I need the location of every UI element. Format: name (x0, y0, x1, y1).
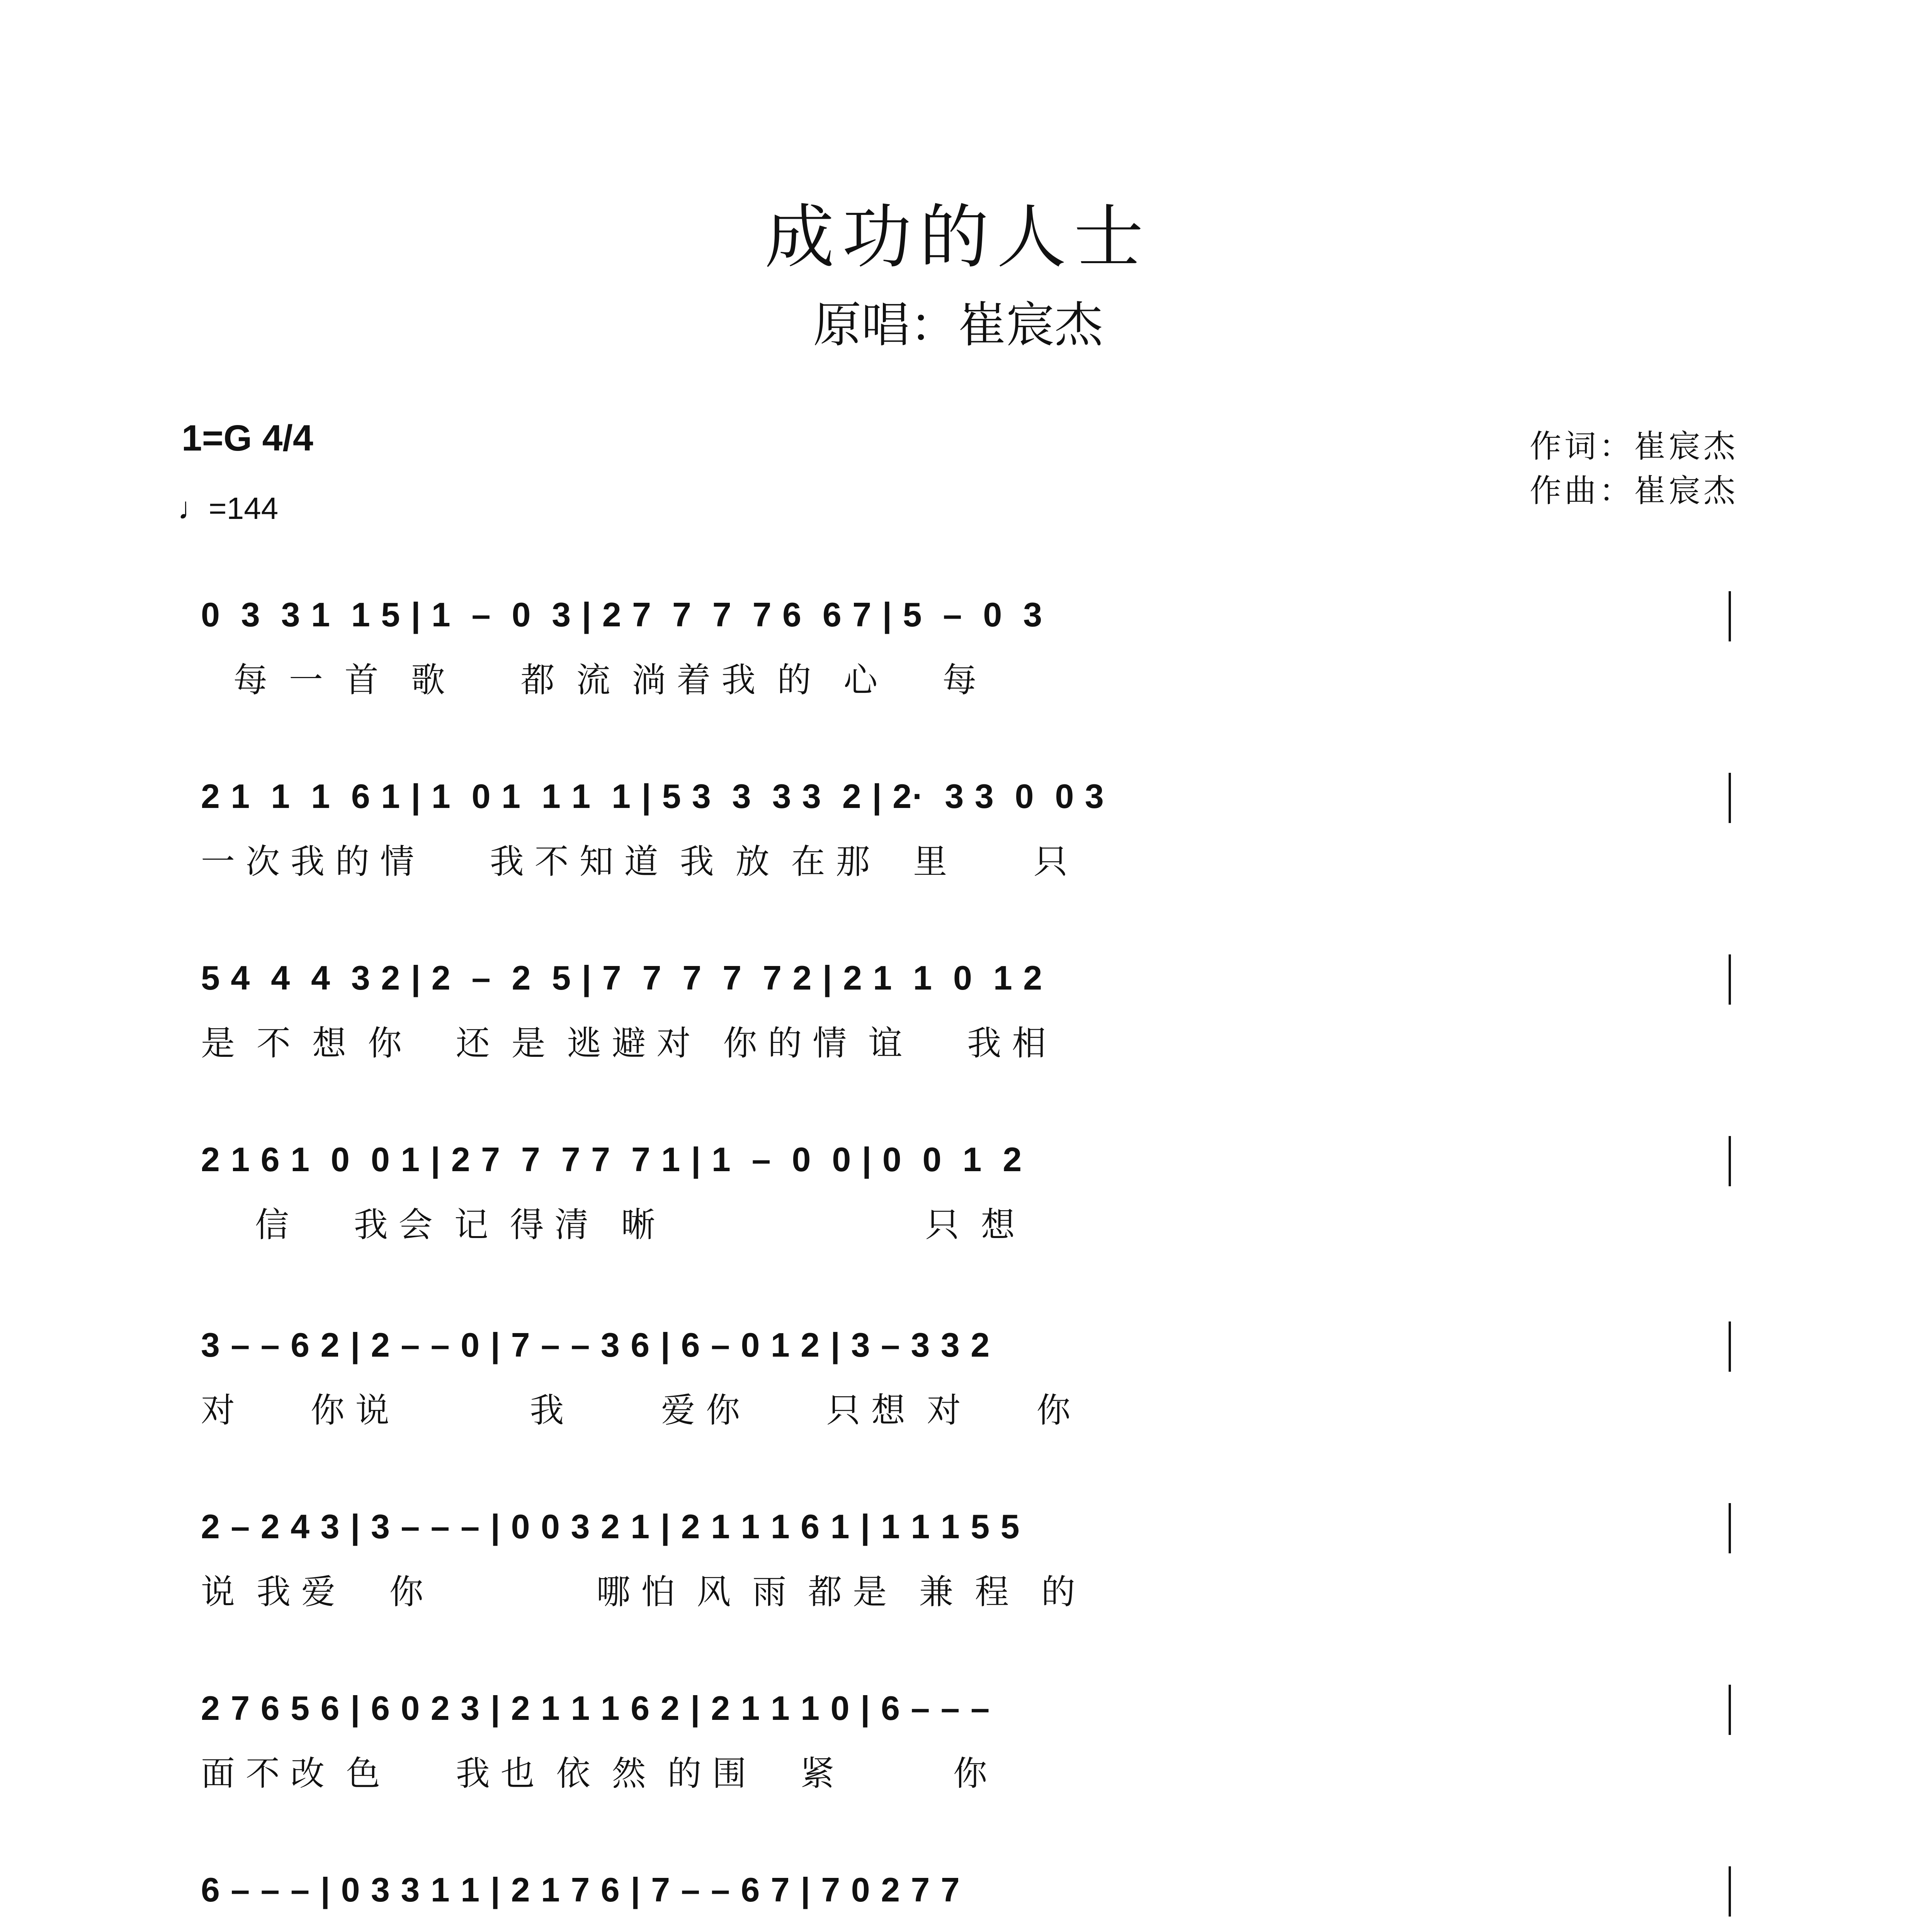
system-lyrics: 说 我 爱 你 哪 怕 风 雨 都 是 兼 程 的 (201, 1572, 1075, 1612)
final-barline (1729, 954, 1731, 1005)
lyricist-credit: 作词：崔宸杰 (1529, 428, 1738, 465)
song-subtitle: 原唱：崔宸杰 (813, 297, 1103, 353)
score-system-4 (201, 1140, 1731, 1256)
system-lyrics: 每 一 首 歌 都 流 淌 着 我 的 心 每 (201, 660, 977, 700)
system-lyrics: 一 次 我 的 情 我 不 知 道 我 放 在 那 里 只 (201, 842, 1068, 881)
system-notes: 2 1 6 1 0 0 1 | 2 7 7 7 7 7 1 | 1 – 0 0 | 0 0 1 2 (201, 1140, 1023, 1179)
system-notes: 0 3 3 1 1 5 | 1 – 0 3 | 2 7 7 7 7 6 6 7 | 5 – 0 3 (201, 595, 1043, 634)
final-barline (1729, 1866, 1731, 1917)
system-notes: 2 1 1 1 6 1 | 1 0 1 1 1 1 | 5 3 3 3 3 2 | 2· 3 3 0 0 3 (201, 777, 1105, 815)
final-barline (1729, 591, 1731, 641)
system-notes: 3 – – 6 2 | 2 – – 0 | 7 – – 3 6 | 6 – 0 1 2 | 3 – 3 3 2 (201, 1326, 991, 1364)
system-lyrics: 是 不 想 你 还 是 逃 避 对 你 的 情 谊 我 相 (201, 1023, 1046, 1063)
final-barline (1729, 1136, 1731, 1186)
final-barline (1729, 773, 1731, 823)
tempo-marking: ♩=144 (178, 491, 279, 526)
final-barline (1729, 1503, 1731, 1553)
score-system-6 (201, 1507, 1731, 1623)
score-system-8 (201, 1870, 1731, 1932)
score-system-3 (201, 958, 1731, 1074)
final-barline (1729, 1685, 1731, 1735)
score-system-5 (201, 1325, 1731, 1441)
score-system-2 (201, 777, 1731, 893)
system-notes: 5 4 4 4 3 2 | 2 – 2 5 | 7 7 7 7 7 2 | 2 1 1 0 1 2 (201, 959, 1043, 997)
system-lyrics (201, 1928, 1731, 1932)
system-notes: 6 – – – | 0 3 3 1 1 | 2 1 7 6 | 7 – – 6 7 | 7 0 2 7 7 (201, 1871, 961, 1909)
song-title: 成功的人士 (765, 197, 1151, 278)
system-lyrics: 信 我 会 记 得 清 晰 只 想 (201, 1205, 1015, 1245)
system-lyrics: 对 你 说 我 爱 你 只 想 对 你 (201, 1390, 1071, 1430)
system-notes: 2 – 2 4 3 | 3 – – – | 0 0 3 2 1 | 2 1 1 1 6 1 | 1 1 1 5 5 (201, 1507, 1020, 1546)
system-lyrics: 面 不 改 色 我 也 依 然 的 围 紧 你 (201, 1753, 988, 1793)
key-signature: 1=G 4/4 (182, 418, 313, 459)
composer-credit: 作曲：崔宸杰 (1529, 473, 1738, 509)
score-system-7 (201, 1689, 1731, 1804)
score-system-1 (201, 595, 1731, 711)
final-barline (1729, 1321, 1731, 1372)
system-notes: 2 7 6 5 6 | 6 0 2 3 | 2 1 1 1 6 2 | 2 1 1 1 0 | 6 – – – (201, 1689, 991, 1727)
